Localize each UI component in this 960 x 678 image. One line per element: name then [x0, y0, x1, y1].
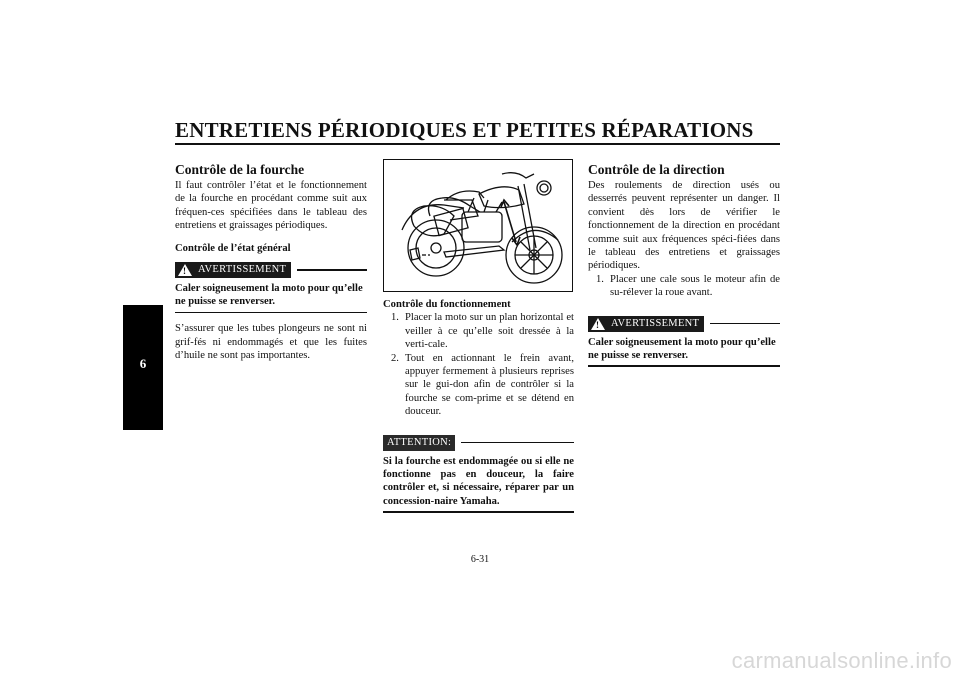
attention-bottom-rule [383, 511, 574, 513]
page-title: ENTRETIENS PÉRIODIQUES ET PETITES RÉPARATIONS [175, 118, 754, 142]
attention-text: Si la fourche est endommagée ou si elle ne fonctionne pas en douceur, la faire contrôler et, si nécessaire, réparer par un concession-naire Yamaha. [383, 455, 574, 507]
steering-intro-text: Des roulements de direction usés ou desserrés peuvent représenter un danger. Il convient dès lors de vérifier le fonctionnement de la direction en procédant comme suit aux fréquences spéci-fiées dans le tableau des entretiens et graissages périodiques. [588, 180, 780, 272]
section-heading-steering: Contrôle de la direction [588, 162, 725, 177]
right-column [588, 162, 780, 367]
subheading-general-condition: Contrôle de l’état général [175, 242, 291, 254]
attention-rule [461, 442, 574, 444]
warning-rule [297, 269, 367, 271]
motorcycle-fork-figure [383, 159, 573, 292]
warning-box [175, 261, 367, 313]
left-column [175, 162, 367, 363]
subheading-operation-check: Contrôle du fonctionnement [383, 299, 511, 310]
chapter-number: 6 [139, 356, 147, 371]
fork-inspection-text: S’assurer que les tubes plongeurs ne sont ni grif-fés ni endommagés et que les fuites d’huile ne sont pas importantes. [175, 323, 367, 362]
attention-box [383, 434, 574, 513]
operation-steps-list [383, 311, 574, 418]
warning-text: Caler soigneusement la moto pour qu’elle ne puisse se renverser. [588, 336, 776, 362]
fork-intro-text: Il faut contrôler l’état et le fonctionnement de la fourche en procédant comme suit aux fréquen-ces spécifiées dans le tableau des entretiens et graissages périodiques. [175, 180, 367, 232]
warning-rule [710, 323, 780, 325]
steering-steps-list [588, 273, 780, 300]
title-rule [175, 143, 780, 145]
page-number: 6-31 [470, 554, 490, 565]
section-heading-fork: Contrôle de la fourche [175, 162, 305, 177]
warning-label: ! AVERTISSEMENT [175, 262, 291, 278]
warning-text: Caler soigneusement la moto pour qu’elle ne puisse se renverser. [175, 283, 363, 308]
motorcycle-fork-illustration-icon [384, 160, 572, 291]
attention-label: ATTENTION: [383, 435, 455, 451]
warning-triangle-icon: ! [591, 318, 605, 330]
watermark: carmanualsonline.info [731, 648, 952, 673]
middle-column [383, 298, 574, 513]
warning-triangle-icon: ! [178, 264, 192, 276]
warning-bottom-rule [588, 365, 780, 367]
list-item: 1. Placer une cale sous le moteur afin de su-rélever la roue avant. [596, 273, 780, 299]
list-item: 2. Tout en actionnant le frein avant, appuyer fermement à plusieurs reprises sur le gui-don afin de contrôler si la fourche se com-prime et se détend en douceur. [391, 352, 574, 418]
list-item: 1. Placer la moto sur un plan horizontal et veiller à ce qu’elle soit dressée à la verti-cale. [391, 312, 574, 351]
warning-bottom-rule [175, 312, 367, 314]
warning-label: ! AVERTISSEMENT [588, 316, 704, 332]
warning-box [588, 315, 780, 367]
